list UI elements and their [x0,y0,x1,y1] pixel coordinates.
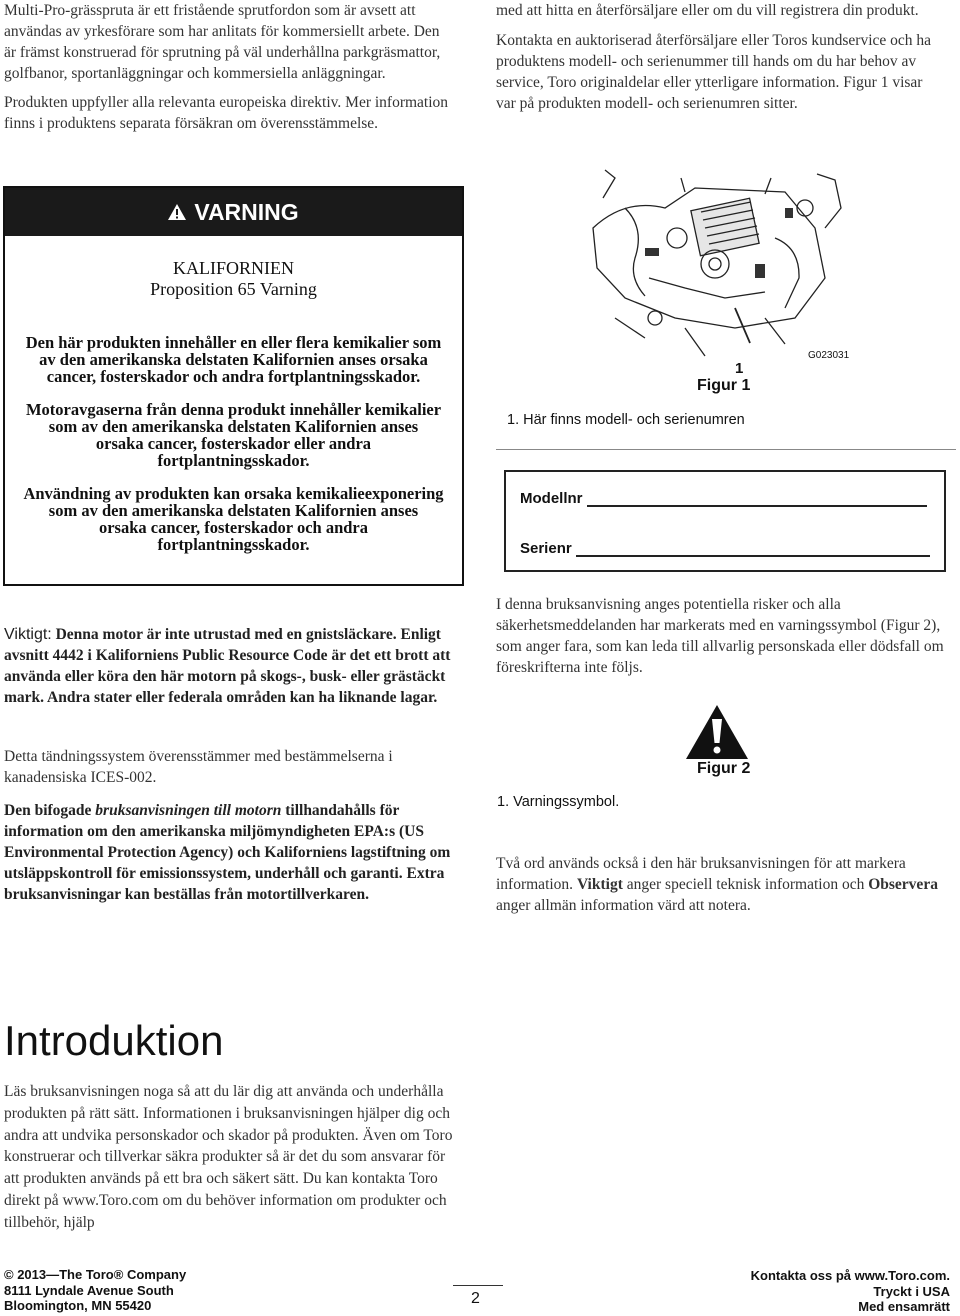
warning-region: KALIFORNIEN [173,258,294,278]
warning-triangle-icon [168,204,186,220]
model-serial-box [504,470,946,572]
figure-2-note: 1. Varningssymbol. [497,794,620,810]
footer-rule [453,1285,503,1286]
right-top-text [496,0,946,123]
footer-company-info [4,1267,186,1314]
intro-paragraph-1: Multi-Pro-grässpruta är ett fristående sprutfordon som är avsett att användas av yrkesförare som har anlitats för kommersiellt arbete. Den är främst konstruerad för sprutning på väl underhållna parkgräsmattor, golfbanor, sportanläggningar och kommersiella anläggningar. [4,2,441,82]
safety-alert-text: I denna bruksanvisning anges potentiella risker och alla säkerhetsmeddelanden har markerats med en varningssymbol (Figur 2), som anger fara, som kan leda till allvarlig personskada eller dödsfall om föreskrifterna inte följs. [496,596,944,676]
model-number-label: Modellnr [520,490,583,507]
footer-address-line-1: 8111 Lyndale Avenue South [4,1282,174,1298]
warning-paragraph-2: Motoravgaserna från denna produkt innehåller kemikalier som av den amerikanska delstaten Kalifornien anses orsaka cancer, fosterskador eller andra fortplantningsskador. [25,400,442,470]
serial-number-label: Serienr [520,540,572,557]
footer-contact-info [751,1268,950,1315]
signal-words-post: anger allmän information värd att notera. [496,897,751,914]
model-number-line [587,493,927,507]
warning-paragraph-3: Användning av produkten kan orsaka kemikalieexponering som av den amerikanska delstaten Kalifornien anses orsaka cancer, fosterskador och andra fortplantningsskador. [23,484,444,554]
footer-rights: Med ensamrätt [858,1299,950,1314]
engine-manual-title: bruksanvisningen till motorn [95,802,282,819]
warning-subtitle [5,258,462,300]
warning-paragraph-1: Den här produkten innehåller en eller flera kemikalier som av den amerikanska delstaten Kalifornien anses orsaka cancer, fosterskador och andra fortplantningsskador. [25,333,442,386]
right-paragraph-2: Kontakta en auktoriserad återförsäljare eller Toros kundservice och ha produktens modell- och serienummer till hands om du har behov av service, Toro originaldelar eller ytterligare information. Figur 1 visar var på produkten modell- och serienumren sitter. [496,32,932,112]
figure-1-engine-illustration [585,168,845,360]
figure-divider [496,449,956,450]
important-note [4,624,459,708]
safety-alert-symbol-icon [686,705,748,759]
signal-words-text [496,853,951,916]
warning-proposition: Proposition 65 Varning [150,279,317,299]
important-text: Denna motor är inte utrustad med en gnistsläckare. Enligt avsnitt 4442 i Kaliforniens Public Resource Code är det ett brott att använda eller köra den här motorn på skogs-, busk- eller grästäckt mark. Andra stater eller federala områden kan ha liknande lagar. [4,626,451,706]
footer-copyright: © 2013—The Toro® Company [4,1267,187,1282]
epa-text [4,800,459,905]
intro-text [4,0,449,142]
model-number-row [520,490,927,507]
serial-number-line [576,543,930,557]
footer-address-line-2: Bloomington, MN 55420 [4,1298,152,1313]
figure-2-caption: Figur 2 [697,760,751,777]
introduktion-body: Läs bruksanvisningen noga så att du lär dig att använda och underhålla produkten på rätt sätt. Informationen i bruksanvisningen hjälper dig och andra att undvika personskador och skador på produkten. Även om Toro konstruerar och tillverkar säkra produkter så är det du som ansvarar för att produkten används på ett bra och säkert sätt. Du kan kontakta Toro direkt på www.Toro.com om du behöver information om produkter och tillbehör, hjälp [4,1083,453,1231]
right-paragraph-1: med att hitta en återförsäljare eller om du vill registrera din produkt. [496,2,919,19]
serial-number-row [520,540,930,557]
signal-word-viktigt: Viktigt [576,876,623,893]
epa-text-pre: Den bifogade [4,802,96,819]
warning-header [5,188,462,236]
warning-title: VARNING [194,198,299,225]
intro-paragraph-2: Produkten uppfyller alla relevanta europeiska direktiv. Mer information finns i produktens separata försäkran om överensstämmelse. [4,94,449,132]
footer-printed: Tryckt i USA [873,1283,950,1299]
figure-1-note: 1. Här finns modell- och serienumren [507,412,745,428]
signal-words-mid: anger speciell teknisk information och [622,876,869,893]
section-heading-introduktion: Introduktion [4,1017,224,1064]
footer-contact: Kontakta oss på www.Toro.com. [750,1268,950,1283]
prop65-warning-box [3,186,464,586]
epa-text-post: tillhandahålls för information om den amerikanska miljömyndigheten EPA:s (US Environmental Protection Agency) och Kaliforniens lagstiftning om utsläppskontroll för emissionssystem, underhåll och garanti. Extra bruksanvisningar kan beställas från motortillverkaren. [4,802,451,903]
signal-words-pre: Två ord används också i den här bruksanvisningen för att markera information. [496,855,906,893]
figure-1-callout: 1 [735,360,744,377]
figure-1-code: G023031 [808,350,850,361]
figure-1-caption: Figur 1 [697,377,751,394]
ices-compliance-text: Detta tändningssystem överensstämmer med bestämmelserna i kanadensiska ICES-002. [4,748,393,786]
signal-word-observera: Observera [868,876,938,893]
page-number: 2 [471,1290,480,1307]
important-label: Viktigt: [4,626,52,643]
